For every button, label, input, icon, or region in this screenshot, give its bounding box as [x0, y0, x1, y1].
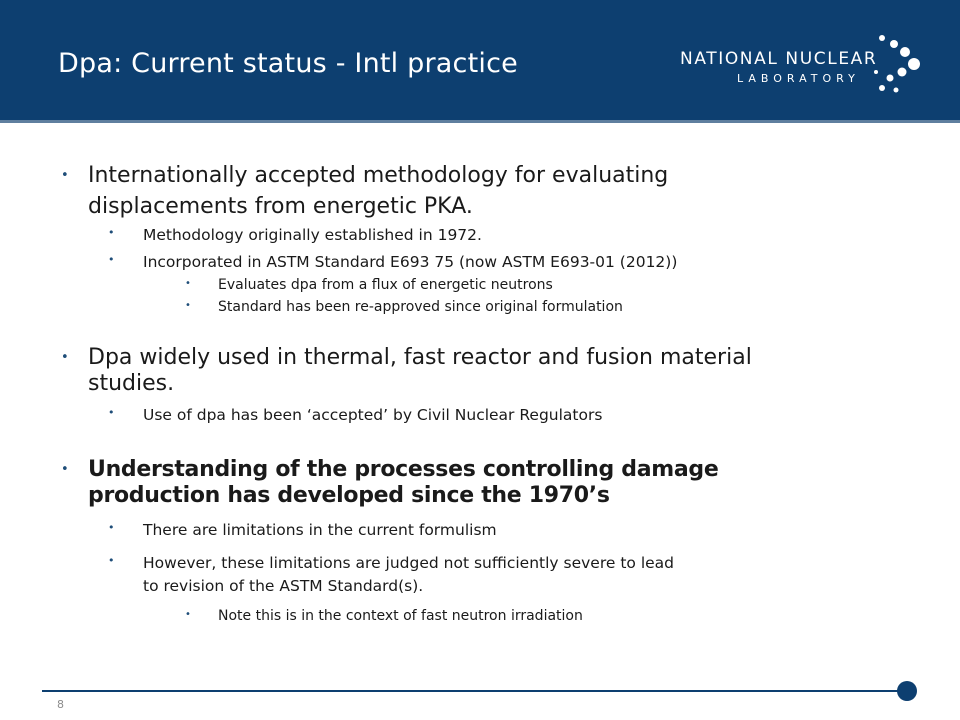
slide-title: Dpa: Current status - Intl practice — [58, 48, 518, 79]
bullet-1-line1: Internationally accepted methodology for evaluating — [88, 163, 669, 188]
logo-text-line2: LABORATORY — [737, 72, 860, 85]
bullet-marker: • — [185, 278, 191, 289]
bullet-marker: • — [61, 168, 69, 183]
bullet-3-sub-1: There are limitations in the current formulism — [143, 521, 497, 539]
page-number: 8 — [57, 698, 64, 711]
bullet-marker: • — [61, 350, 69, 365]
bullet-3-sub-2-line2: to revision of the ASTM Standard(s). — [143, 577, 424, 595]
bullet-1-line2: displacements from energetic PKA. — [88, 194, 473, 219]
bullet-marker: • — [108, 554, 115, 567]
bullet-3-sub-2-line1: However, these limitations are judged not sufficiently severe to lead — [143, 554, 675, 572]
bullet-1-sub-2: Incorporated in ASTM Standard E693 75 (now ASTM E693-01 (2012)) — [143, 253, 678, 271]
bullet-marker: • — [185, 300, 191, 311]
footer-divider — [42, 690, 904, 692]
logo-text-line1: NATIONAL NUCLEAR — [680, 49, 878, 69]
bullet-3-line2: production has developed since the 1970’s — [88, 483, 610, 508]
bullet-marker: • — [108, 253, 115, 266]
bullet-2-line1: Dpa widely used in thermal, fast reactor and fusion material — [88, 345, 752, 370]
bullet-marker: • — [61, 462, 69, 477]
bullet-3-sub-2-sub-1: Note this is in the context of fast neutron irradiation — [218, 608, 583, 624]
bullet-1-sub-1: Methodology originally established in 1972. — [143, 226, 482, 244]
bullet-marker: • — [108, 521, 115, 534]
bullet-1-sub-2-sub-1: Evaluates dpa from a flux of energetic neutrons — [218, 277, 553, 293]
bullet-marker: • — [108, 406, 115, 419]
bullet-2-sub-1: Use of dpa has been ‘accepted’ by Civil Nuclear Regulators — [143, 406, 603, 424]
bullet-marker: • — [185, 609, 191, 620]
footer-dot-icon — [897, 681, 917, 701]
bullet-3-line1: Understanding of the processes controlling damage — [88, 457, 719, 482]
bullet-1-sub-2-sub-2: Standard has been re-approved since original formulation — [218, 299, 623, 315]
bullet-marker: • — [108, 226, 115, 239]
bullet-2-line2: studies. — [88, 371, 175, 396]
